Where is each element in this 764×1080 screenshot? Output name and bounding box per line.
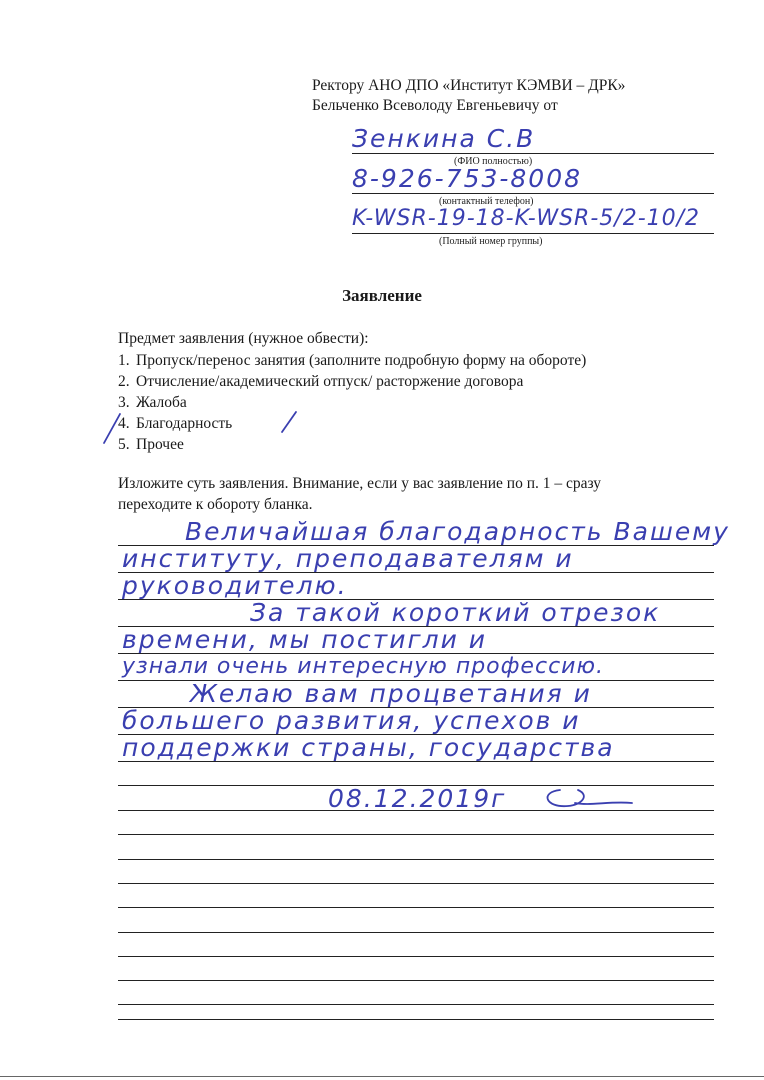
group-handwritten: K-WSR-19-18-K-WSR-5/2-10/2 <box>352 206 701 231</box>
selection-mark-left <box>104 414 120 443</box>
instructions-line-2: переходите к обороту бланка. <box>118 496 313 513</box>
instructions-line-1: Изложите суть заявления. Внимание, если у вас заявление по п. 1 – сразу <box>118 475 602 492</box>
phone-handwritten: 8-926-753-8008 <box>352 164 583 193</box>
group-caption: (Полный номер группы) <box>439 236 543 247</box>
statement-date: 08.12.2019г <box>328 784 507 813</box>
name-caption: (ФИО полностью) <box>454 156 533 167</box>
statement-line: большего развития, успехов и <box>122 706 581 735</box>
statement-line: поддержки страны, государства <box>122 733 615 762</box>
page-bottom-edge <box>0 1076 764 1077</box>
option-item-selected[interactable]: 4. Благодарность <box>118 415 233 432</box>
signature-icon <box>548 790 632 806</box>
option-item[interactable]: 3. Жалоба <box>118 394 187 411</box>
statement-line: руководителю. <box>122 571 348 600</box>
name-handwritten: Зенкина С.В <box>352 124 536 153</box>
statement-line: Величайшая благодарность Вашему <box>185 517 730 546</box>
option-item[interactable]: 5. Прочее <box>118 436 184 453</box>
statement-line: Желаю вам процветания и <box>190 679 592 708</box>
selection-mark-right <box>282 412 296 432</box>
statement-line: институту, преподавателям и <box>122 544 574 573</box>
subject-question: Предмет заявления (нужное обвести): <box>118 330 369 347</box>
addressee-line-2: Бельченко Всеволоду Евгеньевичу от <box>312 97 558 114</box>
option-item[interactable]: 1. Пропуск/перенос занятия (заполните подробную форму на обороте) <box>118 352 587 369</box>
phone-caption: (контактный телефон) <box>439 196 534 207</box>
statement-line: За такой короткий отрезок <box>250 598 661 627</box>
option-item[interactable]: 2. Отчисление/академический отпуск/ расторжение договора <box>118 373 524 390</box>
statement-line: времени, мы постигли и <box>122 625 488 654</box>
addressee-line-1: Ректору АНО ДПО «Институт КЭМВИ – ДРК» <box>312 77 626 94</box>
statement-line: узнали очень интересную профессию. <box>122 654 604 679</box>
document-title: Заявление <box>342 286 422 305</box>
